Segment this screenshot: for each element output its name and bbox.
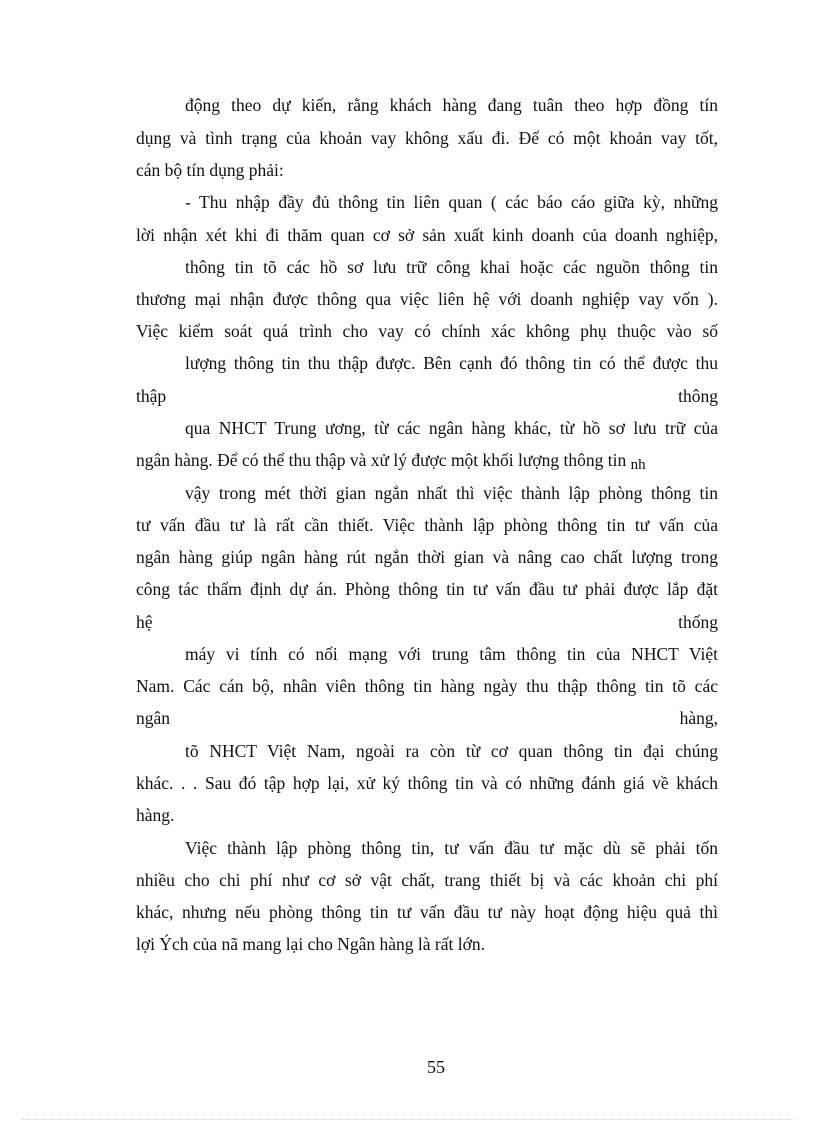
text-line: động theo dự kiến, rằng khách hàng đang tuân theo hợp đồng tín — [185, 95, 718, 115]
text-line: dụng và tình trạng của khoản vay không xấu đi. Để có một khoản vay tốt, — [136, 128, 718, 148]
text-line: ngân hàng giúp ngân hàng rút ngắn thời gian và nâng cao chất lượng trong — [136, 547, 718, 567]
text-line-split — [136, 702, 718, 734]
text-line-split — [136, 380, 718, 412]
page-bottom-divider — [22, 1119, 794, 1120]
text-line: - Thu nhập đầy đủ thông tin liên quan ( các báo cáo giữa kỳ, những — [185, 192, 718, 212]
text-line-split — [136, 606, 718, 638]
text-line: vậy trong mét thời gian ngắn nhất thì việc thành lập phòng thông tin — [185, 483, 718, 503]
text-line: lượng thông tin thu thập được. Bên cạnh đó thông tin có thể được thu — [185, 353, 718, 373]
line-start-word: thập — [136, 386, 167, 406]
page-number: 55 — [427, 1057, 445, 1077]
text-line: nhiều cho chi phí như cơ sở vật chất, trang thiết bị và các khoản chi phí — [136, 870, 718, 890]
line-tail-fragment: nh — [630, 457, 646, 473]
text-line: thương mại nhận được thông qua việc liên hệ với doanh nghiệp vay vốn ). — [136, 289, 718, 309]
text-line: khác. . . Sau đó tập hợp lại, xử ký thông tin và có những đánh giá về khách — [136, 773, 718, 793]
text-line: hàng. — [136, 805, 175, 825]
text-line: lời nhận xét khi đi thăm quan cơ sở sản xuất kinh doanh của doanh nghiệp, — [136, 225, 718, 245]
text-line: tư vấn đầu tư là rất cần thiết. Việc thành lập phòng thông tin tư vấn của — [136, 515, 718, 535]
text-line: qua NHCT Trung ương, từ các ngân hàng khác, từ hồ sơ lưu trữ của — [185, 418, 718, 438]
text-line: công tác thẩm định dự án. Phòng thông tin tư vấn đầu tư phải được lắp đặt — [136, 579, 718, 599]
line-end-word: thống — [678, 612, 718, 632]
text-line: cán bộ tín dụng phải: — [136, 160, 284, 180]
text-line: tõ NHCT Việt Nam, ngoài ra còn từ cơ quan thông tin đại chúng — [185, 741, 718, 761]
text-line: Việc thành lập phòng thông tin, tư vấn đầu tư mặc dù sẽ phải tốn — [185, 838, 718, 858]
text-line: khác, nhưng nếu phòng thông tin tư vấn đầu tư này hoạt động hiệu quả thì — [136, 902, 718, 922]
line-start-word: ngân — [136, 708, 171, 728]
text-line: Việc kiểm soát quá trình cho vay có chính xác không phụ thuộc vào số — [136, 321, 718, 341]
text-line: Nam. Các cán bộ, nhân viên thông tin hàng ngày thu thập thông tin tõ các — [136, 676, 718, 696]
line-end-word: hàng, — [679, 708, 718, 728]
text-line: máy vi tính có nối mạng với trung tâm thông tin của NHCT Việt — [185, 644, 718, 664]
line-main-text: ngân hàng. Để có thể thu thập và xử lý được một khối lượng thông tin — [136, 450, 627, 470]
line-end-word: thông — [678, 386, 718, 406]
text-line: thông tin tõ các hồ sơ lưu trữ công khai hoặc các nguồn thông tin — [185, 257, 718, 277]
text-line-with-tail — [136, 444, 718, 476]
line-start-word: hệ — [136, 612, 153, 632]
text-line: lợi Ých của nã mang lại cho Ngân hàng là rất lớn. — [136, 934, 485, 954]
